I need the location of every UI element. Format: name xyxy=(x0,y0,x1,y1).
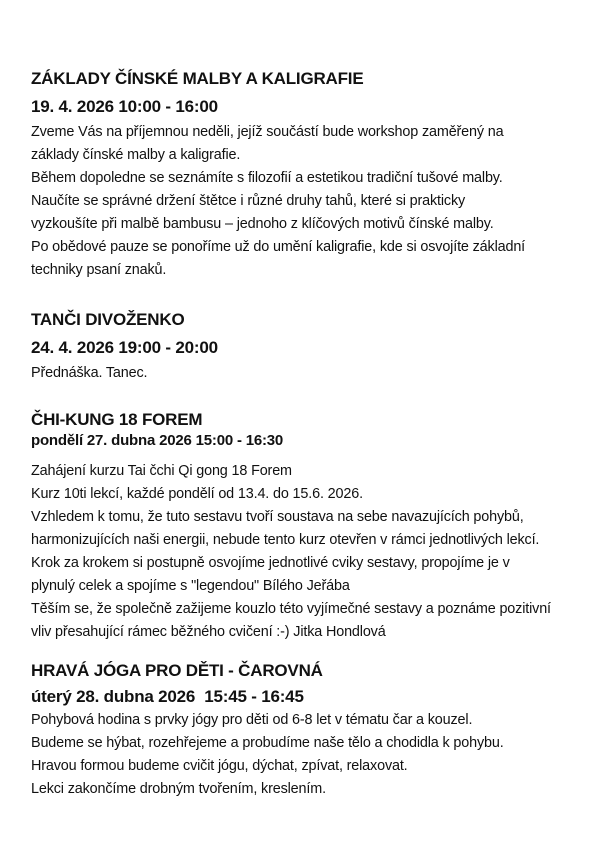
description-line: Budeme se hýbat, rozehřejeme a probudíme naše tělo a chodidla k pohybu. xyxy=(31,735,504,751)
event-description xyxy=(31,121,576,282)
description-line: Přednáška. Tanec. xyxy=(31,365,148,381)
description-line: Naučíte se správné držení štětce i různé druhy tahů, které si prakticky xyxy=(31,193,466,209)
event-description xyxy=(31,362,576,385)
event-title: HRAVÁ JÓGA PRO DĚTI - ČAROVNÁ xyxy=(31,661,323,680)
event-title: TANČI DIVOŽENKO xyxy=(31,310,185,329)
description-line: vliv přesahující rámec běžného cvičení :-) Jitka Hondlová xyxy=(31,624,386,640)
description-line: Během dopoledne se seznámíte s filozofií a estetikou tradiční tušové malby. xyxy=(31,170,503,186)
description-line: Po obědové pauze se ponoříme už do umění kaligrafie, kde si osvojíte základní xyxy=(31,239,526,255)
description-line: plynulý celek a spojíme s "legendou" Bílého Jeřába xyxy=(31,578,350,594)
event-description xyxy=(31,460,576,644)
description-line: Vzhledem k tomu, že tuto sestavu tvoří soustava na sebe navazujících pohybů, xyxy=(31,509,524,525)
event-chi-kung xyxy=(31,409,576,644)
description-line: Kurz 10ti lekcí, každé pondělí od 13.4. do 15.6. 2026. xyxy=(31,486,363,502)
description-line: Hravou formou budeme cvičit jógu, dýchat, zpívat, relaxovat. xyxy=(31,758,408,774)
description-line: Lekci zakončíme drobným tvořením, kreslením. xyxy=(31,781,326,797)
description-line: Těším se, že společně zažijeme kouzlo této vyjímečné sestavy a poznáme pozitivní xyxy=(31,601,551,617)
description-line: Zahájení kurzu Tai čchi Qi gong 18 Forem xyxy=(31,463,292,479)
event-title: ČHI-KUNG 18 FOREM xyxy=(31,410,203,429)
event-tanci-divozenko xyxy=(31,309,576,385)
description-line: harmonizujících naši energii, nebude tento kurz otevřen v rámci jednotlivých lekcí. xyxy=(31,532,540,548)
event-title: ZÁKLADY ČÍNSKÉ MALBY A KALIGRAFIE xyxy=(31,69,364,88)
event-date: pondělí 27. dubna 2026 15:00 - 16:30 xyxy=(31,432,284,449)
event-date: 24. 4. 2026 19:00 - 20:00 xyxy=(31,338,218,357)
event-date: 19. 4. 2026 10:00 - 16:00 xyxy=(31,97,218,116)
description-line: vyzkoušíte při malbě bambusu – jednoho z klíčových motivů čínské malby. xyxy=(31,216,494,232)
description-line: techniky psaní znaků. xyxy=(31,262,167,278)
event-date: úterý 28. dubna 2026 15:45 - 16:45 xyxy=(31,687,304,706)
description-line: základy čínské malby a kaligrafie. xyxy=(31,147,241,163)
event-chinese-painting xyxy=(31,68,576,282)
event-hrava-joga xyxy=(31,660,576,801)
description-line: Zveme Vás na příjemnou neděli, jejíž součástí bude workshop zaměřený na xyxy=(31,124,504,140)
description-line: Pohybová hodina s prvky jógy pro děti od 6-8 let v tématu čar a kouzel. xyxy=(31,712,473,728)
description-line: Krok za krokem si postupně osvojíme jednotlivé cviky sestavy, propojíme je v xyxy=(31,555,510,571)
event-description xyxy=(31,709,576,801)
